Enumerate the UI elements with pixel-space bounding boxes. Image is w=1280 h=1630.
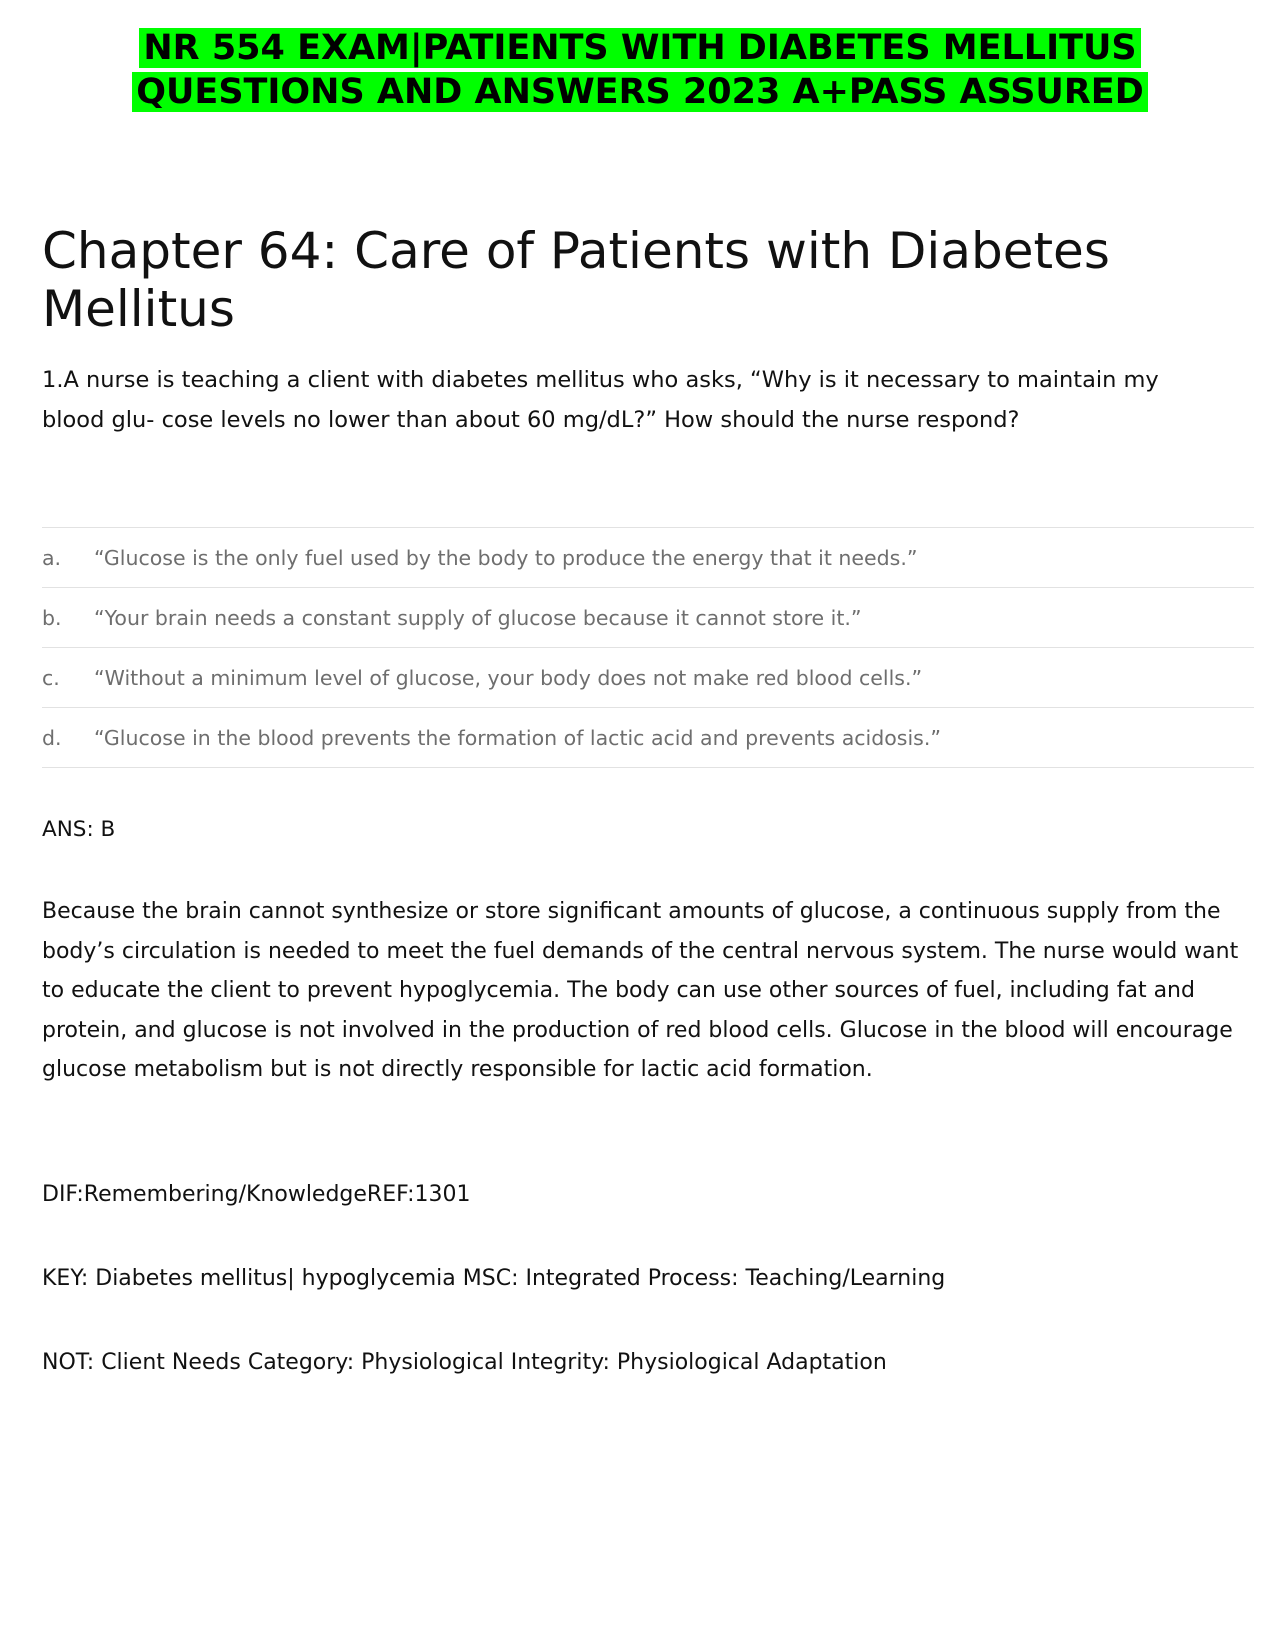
- option-text: “Glucose is the only fuel used by the body to produce the energy that it needs.”: [94, 545, 918, 570]
- keywords-line: KEY: Diabetes mellitus| hypoglycemia MSC: Integrated Process: Teaching/Learning: [42, 1266, 946, 1291]
- option-letter: a.: [42, 545, 62, 570]
- rationale-text: Because the brain cannot synthesize or store significant amounts of glucose, a continuous supply from the body’s circulation is needed to meet the fuel demands of the central nervous system. The nurse would want to educate the client to prevent hypoglycemia. The body can use other sources of fuel, including fat and protein, and glucose is not involved in the production of red blood cells. Glucose in the blood will encourage glucose metabolism but is not directly responsible for lactic acid formation.: [42, 899, 1239, 1083]
- answer-option-b: [42, 588, 1254, 648]
- answer-option-a: [42, 528, 1254, 588]
- chapter-title: Chapter 64: Care of Patients with Diabetes Mellitus: [42, 222, 1110, 338]
- option-letter: c.: [42, 665, 60, 690]
- answer-key: ANS: B: [42, 817, 116, 842]
- banner-line-1: NR 554 EXAM|PATIENTS WITH DIABETES MELLITUS: [139, 28, 1140, 68]
- option-text: “Your brain needs a constant supply of glucose because it cannot store it.”: [94, 605, 862, 630]
- banner-line-2: QUESTIONS AND ANSWERS 2023 A+PASS ASSURED: [132, 72, 1148, 112]
- option-text: “Glucose in the blood prevents the formation of lactic acid and prevents acidosis.”: [94, 725, 941, 750]
- answer-option-d: [42, 708, 1254, 768]
- option-letter: d.: [42, 725, 62, 750]
- option-text: “Without a minimum level of glucose, your body does not make red blood cells.”: [94, 665, 923, 690]
- document-banner: [0, 26, 1280, 114]
- client-needs-line: NOT: Client Needs Category: Physiological Integrity: Physiological Adaptation: [42, 1350, 887, 1375]
- option-letter: b.: [42, 605, 62, 630]
- answer-option-c: [42, 648, 1254, 708]
- answer-options-list: [42, 527, 1254, 768]
- question-text: 1.A nurse is teaching a client with diabetes mellitus who asks, “Why is it necessary to maintain my blood glu- cose levels no lower than about 60 mg/dL?” How should the nurse respond?: [42, 367, 1159, 433]
- difficulty-reference: DIF:Remembering/KnowledgeREF:1301: [42, 1182, 471, 1207]
